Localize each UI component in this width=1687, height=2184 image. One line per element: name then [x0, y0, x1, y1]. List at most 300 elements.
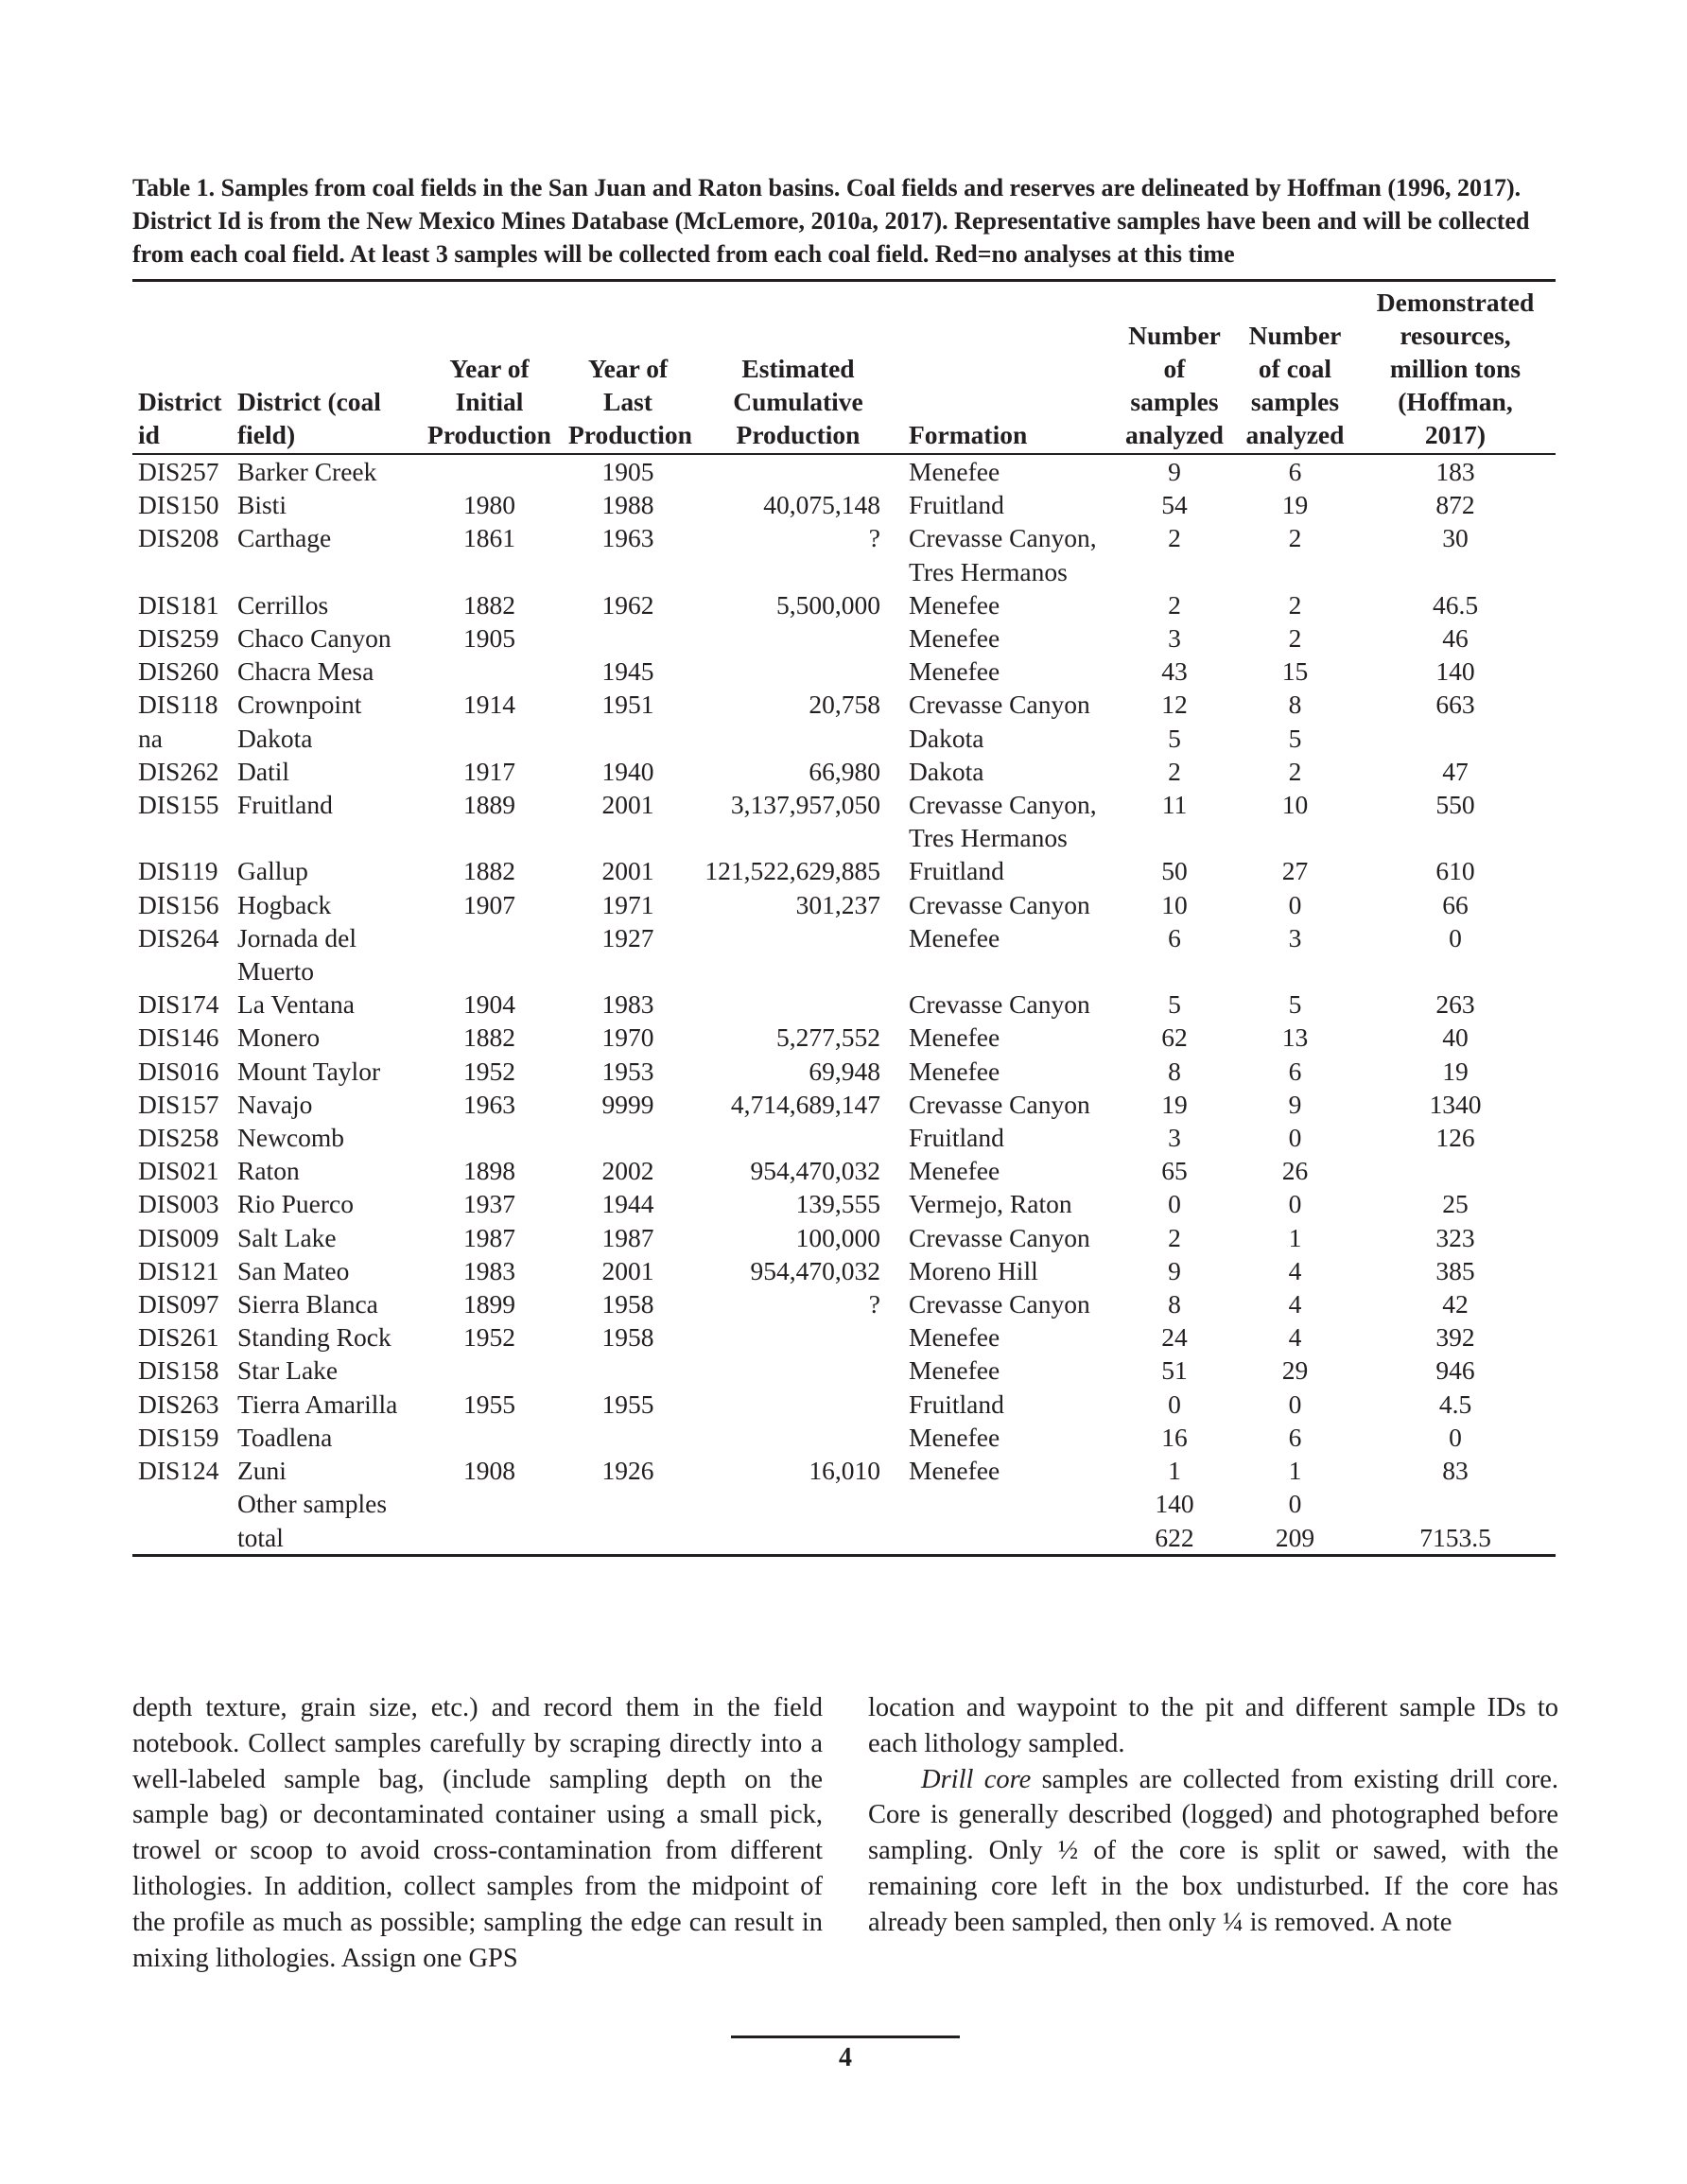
cell-demonstrated-resources: 263: [1435, 989, 1475, 1020]
cell-district-id: DIS159: [138, 1422, 219, 1452]
header-label-line: Year of Last: [587, 354, 669, 416]
table-row: [132, 1487, 1556, 1520]
coal-samples-table: [132, 279, 1556, 1557]
header-samples-analyzed: [1114, 281, 1235, 455]
cell-demonstrated-resources: 40: [1442, 1022, 1469, 1053]
cell-estimated-production: 69,948: [809, 1056, 880, 1086]
cell-samples-analyzed: 8: [1168, 1289, 1181, 1319]
table-row: [132, 1121, 1556, 1154]
cell-district-id: DIS158: [138, 1355, 219, 1386]
cell-estimated-production: 16,010: [809, 1456, 880, 1486]
cell-demonstrated-resources: 392: [1435, 1322, 1475, 1353]
cell-coal-samples-analyzed: 0: [1288, 889, 1302, 919]
cell-last-production: 1945: [601, 656, 654, 687]
cell-district-id: DIS009: [138, 1222, 219, 1252]
cell-demonstrated-resources: 30: [1442, 523, 1469, 553]
cell-formation: Menefee: [909, 623, 1000, 654]
cell-last-production: 1951: [601, 690, 654, 720]
cell-estimated-production: ?: [868, 1289, 880, 1319]
cell-district-id: DIS181: [138, 589, 219, 620]
header-label-line: Demonstrated: [1376, 288, 1535, 317]
cell-district-field: Raton: [237, 1156, 300, 1186]
cell-demonstrated-resources: 946: [1435, 1355, 1475, 1386]
cell-district-field: Other samples: [237, 1489, 388, 1519]
cell-district-field: Carthage: [237, 523, 332, 553]
cell-samples-analyzed: 43: [1161, 656, 1188, 687]
table-row: [132, 1221, 1556, 1254]
cell-formation: Fruitland: [909, 490, 1004, 520]
cell-samples-analyzed: 11: [1161, 790, 1188, 820]
cell-district-id: DIS156: [138, 889, 219, 919]
header-estimated-production: [693, 281, 903, 455]
cell-samples-analyzed: 1: [1168, 1456, 1181, 1486]
cell-district-field: Jornada del Muerto: [237, 922, 357, 987]
cell-samples-analyzed: 8: [1168, 1056, 1181, 1086]
cell-last-production: [563, 722, 693, 755]
cell-last-production: 1926: [601, 1456, 654, 1486]
cell-initial-production: 1914: [463, 690, 515, 720]
cell-initial-production: [416, 454, 563, 488]
header-demonstrated-resources: [1355, 281, 1556, 455]
table-row: [132, 521, 1556, 587]
cell-coal-samples-analyzed: 3: [1288, 922, 1302, 952]
cell-coal-samples-analyzed: 9: [1288, 1089, 1302, 1119]
header-label-line: District (coal: [237, 387, 381, 416]
cell-initial-production: [416, 722, 563, 755]
cell-district-field: Datil: [237, 756, 289, 786]
cell-coal-samples-analyzed: 19: [1281, 490, 1309, 520]
table-row: [132, 854, 1556, 887]
table-body: [132, 454, 1556, 1555]
cell-samples-analyzed: 51: [1161, 1355, 1188, 1386]
cell-initial-production: 1955: [463, 1389, 515, 1419]
header-coal-samples-analyzed: [1235, 281, 1355, 455]
cell-initial-production: 1905: [463, 623, 515, 654]
cell-district-id: [132, 1521, 232, 1556]
cell-coal-samples-analyzed: 10: [1281, 790, 1309, 820]
table-row: [132, 1154, 1556, 1187]
table-row: [132, 488, 1556, 521]
cell-district-field: Sierra Blanca: [237, 1289, 378, 1319]
cell-estimated-production: [693, 921, 903, 987]
cell-samples-analyzed: 0: [1168, 1189, 1181, 1219]
cell-coal-samples-analyzed: 209: [1235, 1521, 1355, 1556]
cell-district-field: Chaco Canyon: [237, 623, 391, 654]
table-row: [132, 1055, 1556, 1088]
cell-initial-production: [416, 1121, 563, 1154]
cell-estimated-production: [693, 987, 903, 1021]
cell-demonstrated-resources: 66: [1442, 889, 1469, 919]
cell-district-field: Newcomb: [237, 1123, 345, 1153]
cell-formation: Menefee: [909, 457, 1000, 486]
cell-samples-analyzed: 62: [1161, 1022, 1188, 1053]
cell-samples-analyzed: 65: [1161, 1156, 1188, 1186]
table-row: [132, 1187, 1556, 1220]
cell-district-id: DIS016: [138, 1056, 219, 1086]
cell-district-id: DIS262: [138, 756, 219, 786]
cell-demonstrated-resources: 19: [1442, 1056, 1469, 1086]
cell-district-field: Mount Taylor: [237, 1056, 381, 1086]
cell-demonstrated-resources: 0: [1449, 1422, 1462, 1452]
cell-demonstrated-resources: [1355, 722, 1556, 755]
header-district-id: [132, 281, 232, 455]
cell-demonstrated-resources: 385: [1435, 1255, 1475, 1285]
cell-demonstrated-resources: 25: [1442, 1189, 1469, 1219]
cell-district-id: DIS155: [138, 790, 219, 820]
cell-last-production: 1955: [601, 1389, 654, 1419]
cell-district-field: Tierra Amarilla: [237, 1389, 398, 1419]
cell-estimated-production: 5,500,000: [776, 589, 880, 620]
cell-formation: Menefee: [909, 922, 1000, 952]
cell-samples-analyzed: 9: [1168, 457, 1181, 486]
cell-demonstrated-resources: 46.5: [1432, 589, 1479, 620]
cell-district-id: DIS174: [138, 989, 219, 1020]
cell-samples-analyzed: 5: [1168, 723, 1181, 753]
cell-last-production: 1983: [601, 989, 654, 1020]
cell-coal-samples-analyzed: 2: [1288, 523, 1302, 553]
cell-last-production: 1958: [601, 1322, 654, 1353]
cell-formation: Moreno Hill: [909, 1255, 1038, 1285]
cell-formation: Menefee: [909, 1322, 1000, 1353]
header-label-line: million tons: [1389, 354, 1522, 383]
header-label-line: Year of: [449, 354, 530, 383]
cell-last-production: 9999: [601, 1089, 654, 1119]
header-label-line: of coal: [1258, 354, 1332, 383]
cell-demonstrated-resources: 42: [1442, 1289, 1469, 1319]
cell-initial-production: [416, 655, 563, 688]
body-column-left: [132, 1690, 823, 1976]
cell-coal-samples-analyzed: 26: [1281, 1156, 1309, 1186]
cell-estimated-production: 5,277,552: [776, 1022, 880, 1053]
cell-district-id: DIS003: [138, 1189, 219, 1219]
cell-samples-analyzed: 3: [1168, 623, 1181, 654]
cell-district-id: DIS021: [138, 1156, 219, 1186]
cell-initial-production: 1908: [463, 1456, 515, 1486]
cell-demonstrated-resources: 550: [1435, 790, 1475, 820]
cell-district-field: Crownpoint: [237, 690, 362, 720]
cell-demonstrated-resources: 46: [1442, 623, 1469, 654]
cell-district-field: Monero: [237, 1022, 321, 1053]
header-district-field: [232, 281, 416, 455]
cell-initial-production: 1898: [463, 1156, 515, 1186]
cell-estimated-production: [693, 1388, 903, 1421]
cell-estimated-production: [693, 1121, 903, 1154]
cell-samples-analyzed: 6: [1168, 922, 1181, 952]
header-label-line: id: [138, 420, 160, 449]
cell-last-production: 2001: [601, 856, 654, 886]
cell-samples-analyzed: 24: [1161, 1322, 1188, 1353]
cell-district-id: DIS150: [138, 490, 219, 520]
cell-initial-production: [416, 1354, 563, 1387]
cell-initial-production: 1987: [463, 1222, 515, 1252]
cell-coal-samples-analyzed: 6: [1288, 1056, 1302, 1086]
cell-demonstrated-resources: 126: [1435, 1123, 1475, 1153]
header-label-line: Number: [1248, 321, 1342, 350]
cell-estimated-production: 954,470,032: [750, 1255, 880, 1285]
header-label-line: samples: [1250, 387, 1340, 416]
header-label-line: Number: [1128, 321, 1221, 350]
cell-initial-production: 1889: [463, 790, 515, 820]
cell-estimated-production: 100,000: [795, 1222, 880, 1252]
cell-formation: Menefee: [909, 589, 1000, 620]
cell-last-production: 1963: [601, 523, 654, 553]
cell-formation: Menefee: [909, 1056, 1000, 1086]
cell-last-production: 1940: [601, 756, 654, 786]
cell-coal-samples-analyzed: 6: [1288, 457, 1302, 486]
cell-estimated-production: [693, 1521, 903, 1556]
table-row: [132, 921, 1556, 987]
table-row: [132, 1088, 1556, 1121]
cell-coal-samples-analyzed: 0: [1288, 1189, 1302, 1219]
cell-samples-analyzed: 2: [1168, 589, 1181, 620]
page-number: 4: [839, 2043, 852, 2072]
cell-district-field: Bisti: [237, 490, 287, 520]
cell-samples-analyzed: 3: [1168, 1123, 1181, 1153]
table-row: [132, 987, 1556, 1021]
cell-district-field: Cerrillos: [237, 589, 329, 620]
cell-last-production: 2001: [601, 790, 654, 820]
cell-initial-production: [416, 1421, 563, 1454]
cell-district-field: Toadlena: [237, 1422, 333, 1452]
cell-formation: Crevasse Canyon, Tres Hermanos: [909, 790, 1097, 853]
cell-samples-analyzed: 2: [1168, 523, 1181, 553]
cell-initial-production: 1980: [463, 490, 515, 520]
cell-coal-samples-analyzed: 27: [1281, 856, 1309, 886]
cell-estimated-production: 954,470,032: [750, 1156, 880, 1186]
cell-formation: Crevasse Canyon: [909, 989, 1090, 1020]
cell-initial-production: 1904: [463, 989, 515, 1020]
emphasis-drill-core: Drill core: [921, 1764, 1032, 1794]
cell-district-id: [132, 1487, 232, 1520]
body-paragraph: [868, 1762, 1558, 1941]
header-last-production: [563, 281, 693, 455]
cell-last-production: 1905: [601, 457, 654, 486]
cell-initial-production: 1861: [463, 523, 515, 553]
cell-coal-samples-analyzed: 5: [1288, 723, 1302, 753]
cell-coal-samples-analyzed: 1: [1288, 1456, 1302, 1486]
cell-initial-production: [416, 1487, 563, 1520]
cell-district-field: Chacra Mesa: [237, 656, 374, 687]
table-caption: Table 1. Samples from coal fields in the San Juan and Raton basins. Coal fields and reserves are delineated by Hoffman (1996, 2017). District Id is from the New Mexico Mines Database (McLemore, 2010a, 2017). Representative samples have been and will be collected from each coal field. At least 3 samples will be collected from each coal field. Red=no analyses at this time: [132, 174, 1530, 268]
table-row: [132, 655, 1556, 688]
header-label-line: Production: [568, 420, 692, 449]
cell-coal-samples-analyzed: 29: [1281, 1355, 1309, 1386]
cell-coal-samples-analyzed: 5: [1288, 989, 1302, 1020]
cell-initial-production: 1899: [463, 1289, 515, 1319]
cell-formation: Dakota: [909, 723, 984, 753]
cell-estimated-production: [693, 621, 903, 655]
header-label-line: 2017): [1424, 420, 1487, 449]
cell-coal-samples-analyzed: 4: [1288, 1322, 1302, 1353]
cell-demonstrated-resources: 4.5: [1438, 1389, 1472, 1419]
cell-estimated-production: [693, 1354, 903, 1387]
cell-formation: Fruitland: [909, 856, 1004, 886]
cell-initial-production: 1917: [463, 756, 515, 786]
table-row: [132, 1287, 1556, 1320]
table-row: [132, 1521, 1556, 1556]
cell-samples-analyzed: 0: [1168, 1389, 1181, 1419]
cell-demonstrated-resources: 1340: [1429, 1089, 1482, 1119]
cell-formation: Vermejo, Raton: [909, 1189, 1072, 1219]
cell-formation: Menefee: [909, 1355, 1000, 1386]
cell-coal-samples-analyzed: 13: [1281, 1022, 1309, 1053]
cell-coal-samples-analyzed: 8: [1288, 690, 1302, 720]
cell-district-id: DIS258: [138, 1123, 219, 1153]
header-label-line: samples: [1130, 387, 1219, 416]
cell-demonstrated-resources: 183: [1435, 457, 1475, 486]
cell-last-production: 2002: [601, 1156, 654, 1186]
table-row: [132, 888, 1556, 921]
header-label-line: field): [237, 420, 296, 449]
cell-last-production: [563, 1121, 693, 1154]
cell-initial-production: 1952: [463, 1056, 515, 1086]
cell-district-field: San Mateo: [237, 1255, 350, 1285]
cell-demonstrated-resources: [1355, 1154, 1556, 1187]
cell-estimated-production: 3,137,957,050: [730, 790, 880, 820]
cell-district-field: Salt Lake: [237, 1222, 337, 1252]
cell-samples-analyzed: 50: [1161, 856, 1188, 886]
cell-district-id: DIS146: [138, 1022, 219, 1053]
cell-district-field: Gallup: [237, 856, 308, 886]
cell-last-production: 1987: [601, 1222, 654, 1252]
cell-district-id: DIS119: [138, 856, 218, 886]
header-label-line: Initial: [455, 387, 524, 416]
cell-samples-analyzed: 10: [1161, 889, 1188, 919]
cell-estimated-production: 139,555: [795, 1189, 880, 1219]
table-row: [132, 1388, 1556, 1421]
cell-district-id: DIS264: [138, 922, 219, 952]
cell-coal-samples-analyzed: 2: [1288, 623, 1302, 654]
cell-samples-analyzed: 2: [1168, 1222, 1181, 1252]
cell-district-id: DIS208: [138, 523, 219, 553]
cell-last-production: 1927: [601, 922, 654, 952]
cell-initial-production: [416, 1521, 563, 1556]
cell-coal-samples-analyzed: 0: [1288, 1489, 1302, 1519]
cell-district-field: Dakota: [237, 723, 313, 753]
cell-coal-samples-analyzed: 15: [1281, 656, 1309, 687]
cell-coal-samples-analyzed: 2: [1288, 589, 1302, 620]
cell-coal-samples-analyzed: 1: [1288, 1222, 1302, 1252]
cell-estimated-production: [693, 1320, 903, 1354]
cell-formation: Crevasse Canyon: [909, 1089, 1090, 1119]
table-row: [132, 1320, 1556, 1354]
cell-formation: Crevasse Canyon: [909, 690, 1090, 720]
cell-formation: Dakota: [909, 756, 984, 786]
cell-estimated-production: 20,758: [809, 690, 880, 720]
body-column-right: [868, 1690, 1558, 1941]
cell-initial-production: 1882: [463, 589, 515, 620]
cell-last-production: 1953: [601, 1056, 654, 1086]
cell-district-field: Rio Puerco: [237, 1189, 354, 1219]
table-row: [132, 688, 1556, 721]
cell-coal-samples-analyzed: 4: [1288, 1255, 1302, 1285]
cell-district-id: DIS259: [138, 623, 219, 654]
cell-initial-production: 1937: [463, 1189, 515, 1219]
cell-district-id: DIS121: [138, 1255, 219, 1285]
cell-last-production: 1988: [601, 490, 654, 520]
cell-demonstrated-resources: 7153.5: [1355, 1521, 1556, 1556]
body-paragraph: location and waypoint to the pit and different sample IDs to each lithology sampled.: [868, 1693, 1558, 1758]
table-row: [132, 454, 1556, 488]
cell-samples-analyzed: 16: [1161, 1422, 1188, 1452]
cell-last-production: 2001: [601, 1255, 654, 1285]
body-text: samples are collected from existing drill core. Core is generally described (logged) and photographed before sampling. Only ½ of the core is split or sawed, with the remaining core left in the box undisturbed. If the core has already been sampled, then only ¼ is removed. A note: [868, 1764, 1558, 1937]
cell-district-id: DIS124: [138, 1456, 219, 1486]
cell-district-field: Star Lake: [237, 1355, 339, 1386]
cell-estimated-production: [693, 1487, 903, 1520]
cell-district-field: Barker Creek: [237, 457, 377, 486]
cell-initial-production: [416, 921, 563, 987]
cell-last-production: 1958: [601, 1289, 654, 1319]
header-formation: [903, 281, 1114, 455]
cell-formation: Menefee: [909, 1156, 1000, 1186]
cell-samples-analyzed: 9: [1168, 1255, 1181, 1285]
cell-district-id: DIS261: [138, 1322, 219, 1353]
cell-samples-analyzed: 19: [1161, 1089, 1188, 1119]
body-paragraph: depth texture, grain size, etc.) and record them in the field notebook. Collect samples carefully by scraping directly into a well-labeled sample bag, (include sampling depth on the sample bag) or decontaminated container using a small pick, trowel or scoop to avoid cross-contamination from different lithologies. In addition, collect samples from the midpoint of the profile as much as possible; sampling the edge can result in mixing lithologies. Assign one GPS: [132, 1693, 823, 1973]
cell-last-production: 1971: [601, 889, 654, 919]
cell-estimated-production: 301,237: [795, 889, 880, 919]
cell-demonstrated-resources: 47: [1442, 756, 1469, 786]
table-header-row: [132, 281, 1556, 455]
header-label-line: Cumulative: [733, 387, 863, 416]
cell-last-production: [563, 1487, 693, 1520]
cell-initial-production: 1952: [463, 1322, 515, 1353]
table-row: [132, 621, 1556, 655]
cell-estimated-production: 4,714,689,147: [730, 1089, 880, 1119]
cell-demonstrated-resources: 83: [1442, 1456, 1469, 1486]
cell-last-production: [563, 1421, 693, 1454]
cell-district-field: Fruitland: [237, 790, 333, 820]
cell-demonstrated-resources: 140: [1435, 656, 1475, 687]
cell-formation: Menefee: [909, 1456, 1000, 1486]
cell-district-id: DIS097: [138, 1289, 219, 1319]
table-row: [132, 1254, 1556, 1287]
cell-demonstrated-resources: 663: [1435, 690, 1475, 720]
cell-formation: Menefee: [909, 656, 1000, 687]
cell-initial-production: 1882: [463, 856, 515, 886]
cell-district-field: Hogback: [237, 889, 332, 919]
cell-formation: Crevasse Canyon: [909, 1222, 1090, 1252]
cell-initial-production: 1907: [463, 889, 515, 919]
cell-estimated-production: [693, 1421, 903, 1454]
table-row: [132, 1454, 1556, 1487]
header-label-line: Production: [427, 420, 551, 449]
cell-last-production: [563, 1521, 693, 1556]
cell-estimated-production: 66,980: [809, 756, 880, 786]
table-row: [132, 755, 1556, 788]
table-row: [132, 788, 1556, 854]
cell-demonstrated-resources: [1355, 1487, 1556, 1520]
cell-demonstrated-resources: 0: [1449, 922, 1462, 952]
cell-formation: Crevasse Canyon, Tres Hermanos: [909, 523, 1097, 586]
cell-initial-production: 1983: [463, 1255, 515, 1285]
cell-initial-production: 1963: [463, 1089, 515, 1119]
cell-samples-analyzed: 2: [1168, 756, 1181, 786]
cell-samples-analyzed: 622: [1114, 1521, 1235, 1556]
cell-coal-samples-analyzed: 4: [1288, 1289, 1302, 1319]
cell-district-id: DIS157: [138, 1089, 219, 1119]
cell-samples-analyzed: 140: [1155, 1489, 1194, 1519]
cell-estimated-production: 121,522,629,885: [704, 856, 880, 886]
cell-estimated-production: [693, 454, 903, 488]
cell-formation: Crevasse Canyon: [909, 1289, 1090, 1319]
cell-formation: Menefee: [909, 1022, 1000, 1053]
header-label-line: (Hoffman,: [1398, 387, 1513, 416]
cell-samples-analyzed: 5: [1168, 989, 1181, 1020]
cell-samples-analyzed: 12: [1161, 690, 1188, 720]
cell-district-field: Standing Rock: [237, 1322, 391, 1353]
